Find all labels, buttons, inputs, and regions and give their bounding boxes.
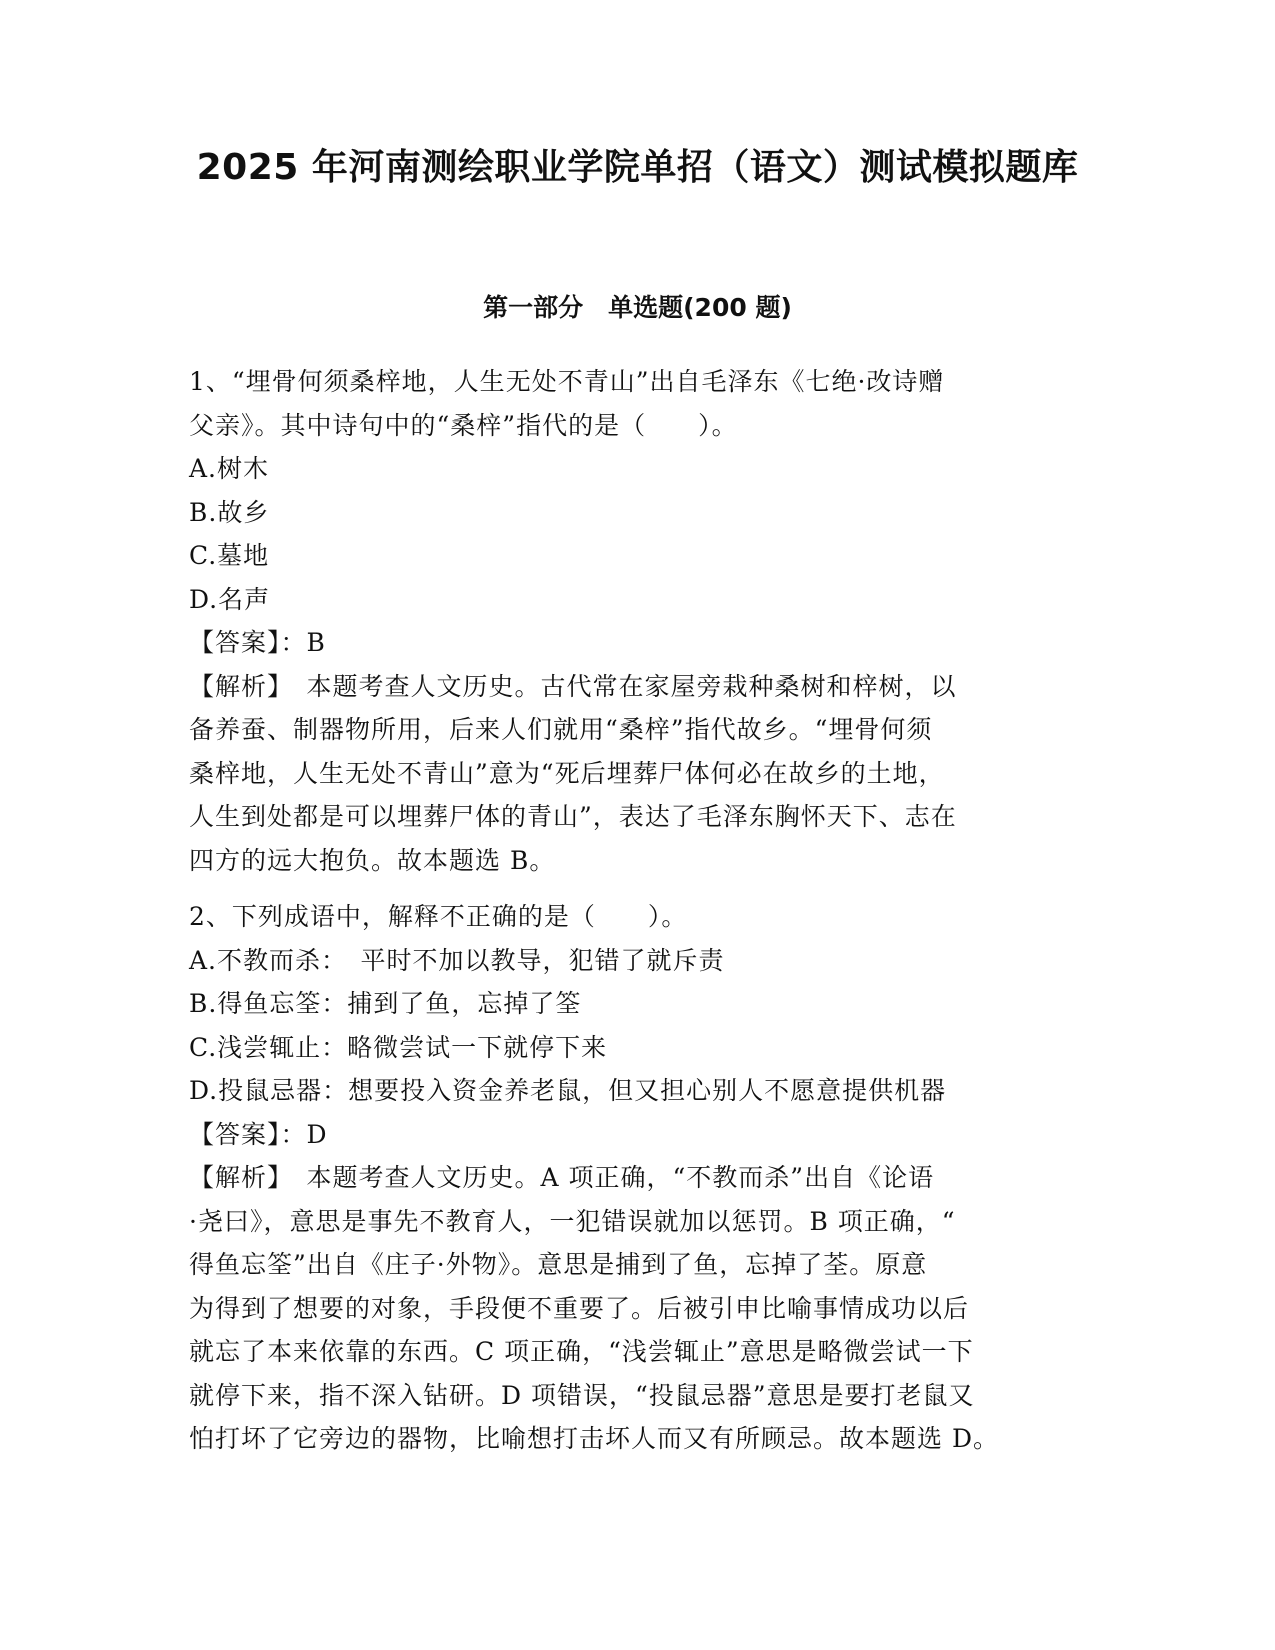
option-d: D.投鼠忌器：想要投入资金养老鼠，但又担心别人不愿意提供机器 xyxy=(189,1076,947,1105)
answer-line xyxy=(189,1113,1089,1157)
analysis-line: 得鱼忘筌”出自《庄子·外物》。意思是捕到了鱼，忘掉了荃。原意 xyxy=(189,1250,928,1279)
question-2 xyxy=(189,895,1089,1461)
option-d: D.名声 xyxy=(189,584,271,614)
analysis-line: 备养蚕、制器物所用，后来人们就用“桑梓”指代故乡。“埋骨何须 xyxy=(189,715,933,744)
analysis-line: 四方的远大抱负。故本题选 B。 xyxy=(189,845,556,875)
analysis-line: 人生到处都是可以埋葬尸体的青山”，表达了毛泽东胸怀天下、志在 xyxy=(189,802,957,831)
option-a: A.不教而杀： 平时不加以教导，犯错了就斥责 xyxy=(189,945,725,975)
answer-label: 【答案】： xyxy=(189,1119,307,1149)
question-stem-line: 1、“埋骨何须桑梓地，人生无处不青山”出自毛泽东《七绝·改诗赠 xyxy=(189,367,945,396)
question-stem-line: 父亲》。其中诗句中的“桑梓”指代的是（ ）。 xyxy=(189,410,738,440)
analysis-line: 【解析】 本题考查人文历史。古代常在家屋旁栽种桑树和梓树，以 xyxy=(189,671,957,701)
option-a: A.树木 xyxy=(189,454,270,483)
option-c: C.墓地 xyxy=(189,541,270,570)
answer-value: B xyxy=(306,628,326,657)
section-title: 第一部分 单选题(200 题) xyxy=(483,293,792,322)
analysis-line: 就忘了本来依靠的东西。C 项正确，“浅尝辄止”意思是略微尝试一下 xyxy=(189,1337,974,1366)
option-b: B.得鱼忘筌：捕到了鱼，忘掉了筌 xyxy=(189,989,582,1018)
option-b: B.故乡 xyxy=(189,497,270,527)
analysis-line: ·尧曰》，意思是事先不教育人，一犯错误就加以惩罚。B 项正确，“ xyxy=(189,1206,956,1236)
analysis-line: 【解析】 本题考查人文历史。A 项正确，“不教而杀”出自《论语 xyxy=(189,1163,935,1192)
analysis-line: 桑梓地，人生无处不青山”意为“死后埋葬尸体何必在故乡的土地， xyxy=(189,758,945,788)
option-c: C.浅尝辄止：略微尝试一下就停下来 xyxy=(189,1032,608,1062)
analysis-line: 怕打坏了它旁边的器物，比喻想打击坏人而又有所顾忌。故本题选 D。 xyxy=(189,1424,999,1453)
answer-value: D xyxy=(306,1119,328,1149)
document-title: 2025 年河南测绘职业学院单招（语文）测试模拟题库 xyxy=(196,147,1079,188)
analysis-line: 就停下来，指不深入钻研。D 项错误，“投鼠忌器”意思是要打老鼠又 xyxy=(189,1380,975,1410)
answer-line xyxy=(189,621,1089,665)
question-stem-line: 2、下列成语中，解释不正确的是（ ）。 xyxy=(189,902,688,931)
answer-label: 【答案】： xyxy=(189,628,307,657)
analysis-line: 为得到了想要的对象，手段便不重要了。后被引申比喻事情成功以后 xyxy=(189,1293,970,1323)
question-1 xyxy=(189,360,1089,882)
question-list xyxy=(189,360,1089,1461)
